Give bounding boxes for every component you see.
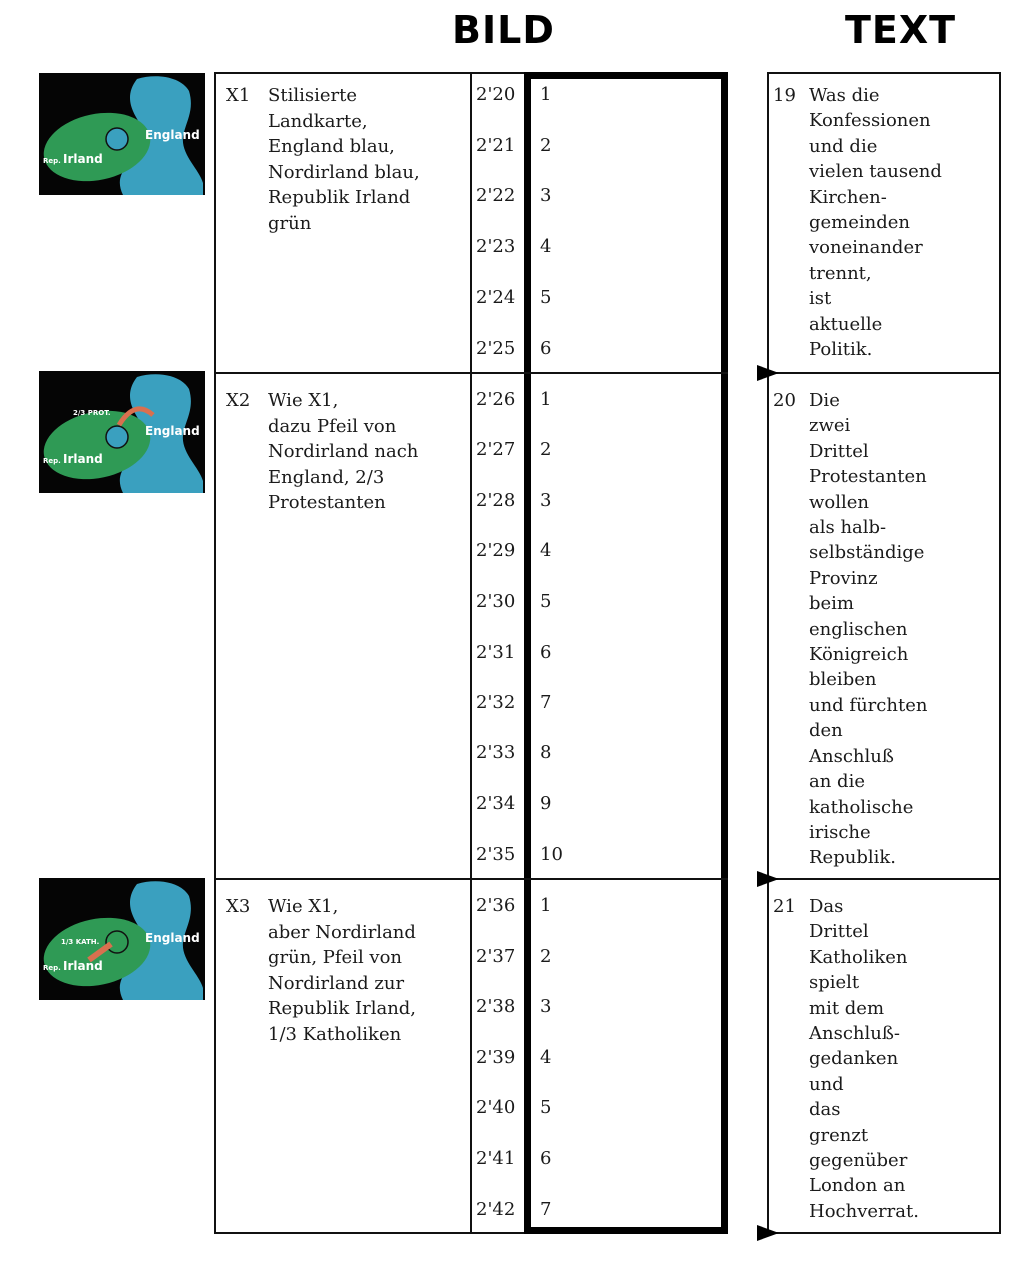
text-line: Anschluß- [809, 1023, 900, 1045]
text-line: mit dem [809, 997, 885, 1019]
text-line: Kirchen- [809, 186, 887, 208]
text-id: 19 [773, 85, 796, 106]
timecode: 2'29 [476, 540, 516, 561]
text-line: ist [809, 288, 832, 310]
text-line: als halb- [809, 517, 887, 539]
column-divider [470, 72, 472, 1234]
scene-id: X2 [226, 390, 251, 411]
thumb-overlay-label: 1/3 KATH. [61, 938, 100, 946]
timecode: 2'31 [476, 642, 516, 663]
frame-number: 10 [540, 844, 563, 865]
bild-header: BILD [452, 8, 555, 52]
text-line: Provinz [809, 567, 878, 589]
text-line: spielt [809, 972, 860, 994]
scene-line: England, 2/3 [268, 466, 385, 488]
frame-number: 1 [540, 389, 552, 410]
text-line: Republik. [809, 847, 896, 869]
scene-line: aber Nordirland [268, 921, 416, 943]
timecode: 2'30 [476, 591, 516, 612]
timecode: 2'36 [476, 895, 516, 916]
frame-number: 8 [540, 742, 552, 763]
frame-number: 6 [540, 338, 552, 359]
frame-number: 7 [540, 692, 552, 713]
text-id: 20 [773, 390, 796, 411]
timecode: 2'42 [476, 1199, 516, 1220]
frame-number: 4 [540, 1047, 552, 1068]
timecode: 2'40 [476, 1097, 516, 1118]
scene-id: X1 [226, 85, 251, 106]
scene-line: Nordirland blau, [268, 161, 420, 183]
frame-number: 9 [540, 793, 552, 814]
scene-line: Nordirland nach [268, 441, 419, 462]
thumb-rep-label: Rep. [43, 964, 61, 972]
text-line: Protestanten [809, 466, 927, 488]
arrow-marker [757, 365, 779, 381]
thumb-irland-label: Irland [63, 152, 103, 166]
scene-line: Republik Irland [268, 187, 411, 208]
text-line: Drittel [809, 921, 869, 943]
text-id: 21 [773, 896, 796, 917]
scene-line: grün, Pfeil von [268, 947, 403, 968]
frame-number: 3 [540, 490, 552, 511]
frame-number: 1 [540, 84, 552, 105]
thumb-england-label: England [145, 424, 200, 438]
timecode: 2'32 [476, 692, 516, 713]
text-line: das [809, 1099, 841, 1121]
scene-line: dazu Pfeil von [268, 415, 397, 437]
text-line: und die [809, 135, 878, 157]
timecode: 2'27 [476, 439, 516, 460]
text-line: bleiben [809, 669, 877, 691]
text-line: Drittel [809, 440, 869, 462]
scene-line: Wie X1, [268, 896, 339, 917]
frame-column [524, 72, 728, 1234]
thumbnail-x2 [39, 371, 205, 493]
scene-line: Protestanten [268, 492, 386, 513]
text-line: beim [809, 593, 854, 615]
row-divider [214, 878, 728, 880]
row-divider [767, 372, 1001, 374]
timecode: 2'39 [476, 1047, 516, 1068]
timecode: 2'22 [476, 185, 516, 206]
text-line: grenzt [809, 1124, 869, 1146]
text-line: aktuelle [809, 313, 883, 335]
scene-line: England blau, [268, 136, 395, 157]
frame-number: 1 [540, 895, 552, 916]
text-line: voneinander [809, 237, 923, 259]
text-line: gedanken [809, 1048, 899, 1070]
text-line: englischen [809, 618, 908, 640]
text-line: und fürchten [809, 694, 928, 716]
row-divider [767, 878, 1001, 880]
scene-line: Landkarte, [268, 110, 368, 132]
frame-number: 6 [540, 1148, 552, 1169]
text-line: irische [809, 821, 871, 843]
text-line: Was die [809, 85, 880, 106]
text-line: Anschluß [809, 745, 894, 767]
frame-number: 4 [540, 236, 552, 257]
text-line: trennt, [809, 262, 872, 284]
timecode: 2'41 [476, 1148, 516, 1169]
text-line: Politik. [809, 339, 873, 361]
thumb-overlay-label: 2/3 PROT. [73, 409, 111, 417]
thumb-rep-label: Rep. [43, 457, 61, 465]
text-line: Das [809, 896, 844, 917]
thumb-england-label: England [145, 931, 200, 945]
arrow-marker [757, 1225, 779, 1241]
text-line: gemeinden [809, 212, 911, 234]
frame-number: 2 [540, 135, 552, 156]
row-divider [214, 372, 728, 374]
scene-line: Republik Irland, [268, 998, 417, 1019]
frame-number: 5 [540, 591, 552, 612]
thumb-rep-label: Rep. [43, 157, 61, 165]
text-line: zwei [809, 415, 851, 437]
thumb-irland-label: Irland [63, 452, 103, 466]
text-line: den [809, 720, 843, 742]
timecode: 2'24 [476, 287, 516, 308]
timecode: 2'20 [476, 84, 516, 105]
text-line: Königreich [809, 644, 909, 666]
timecode: 2'35 [476, 844, 516, 865]
text-line: vielen tausend [809, 161, 942, 183]
scene-line: 1/3 Katholiken [268, 1023, 402, 1045]
timecode: 2'33 [476, 742, 516, 763]
text-line: an die [809, 771, 865, 793]
timecode: 2'21 [476, 135, 516, 156]
text-line: Hochverrat. [809, 1200, 919, 1222]
thumbnail-x3 [39, 878, 205, 1000]
text-line: Konfessionen [809, 110, 931, 132]
text-header: TEXT [845, 8, 957, 52]
frame-number: 3 [540, 185, 552, 206]
frame-number: 5 [540, 287, 552, 308]
text-line: London an [809, 1175, 906, 1197]
text-line: Die [809, 390, 840, 411]
scene-line: grün [268, 212, 312, 234]
timecode: 2'25 [476, 338, 516, 359]
text-line: selbständige [809, 542, 925, 564]
frame-number: 2 [540, 439, 552, 460]
timecode: 2'23 [476, 236, 516, 257]
frame-number: 2 [540, 946, 552, 967]
frame-number: 4 [540, 540, 552, 561]
text-line: wollen [809, 491, 870, 513]
frame-number: 5 [540, 1097, 552, 1118]
text-line: gegenüber [809, 1150, 908, 1172]
thumb-irland-label: Irland [63, 959, 103, 973]
scene-id: X3 [226, 896, 251, 917]
timecode: 2'34 [476, 793, 516, 814]
frame-number: 6 [540, 642, 552, 663]
text-line: und [809, 1073, 844, 1095]
timecode: 2'28 [476, 490, 516, 511]
scene-line: Stilisierte [268, 85, 357, 106]
scene-line: Nordirland zur [268, 972, 405, 994]
text-line: Katholiken [809, 946, 908, 968]
thumbnail-x1 [39, 73, 205, 195]
frame-number: 7 [540, 1199, 552, 1220]
timecode: 2'37 [476, 946, 516, 967]
scene-line: Wie X1, [268, 390, 339, 411]
thumb-england-label: England [145, 128, 200, 142]
timecode: 2'26 [476, 389, 516, 410]
frame-number: 3 [540, 996, 552, 1017]
timecode: 2'38 [476, 996, 516, 1017]
text-line: katholische [809, 796, 914, 818]
arrow-marker [757, 871, 779, 887]
